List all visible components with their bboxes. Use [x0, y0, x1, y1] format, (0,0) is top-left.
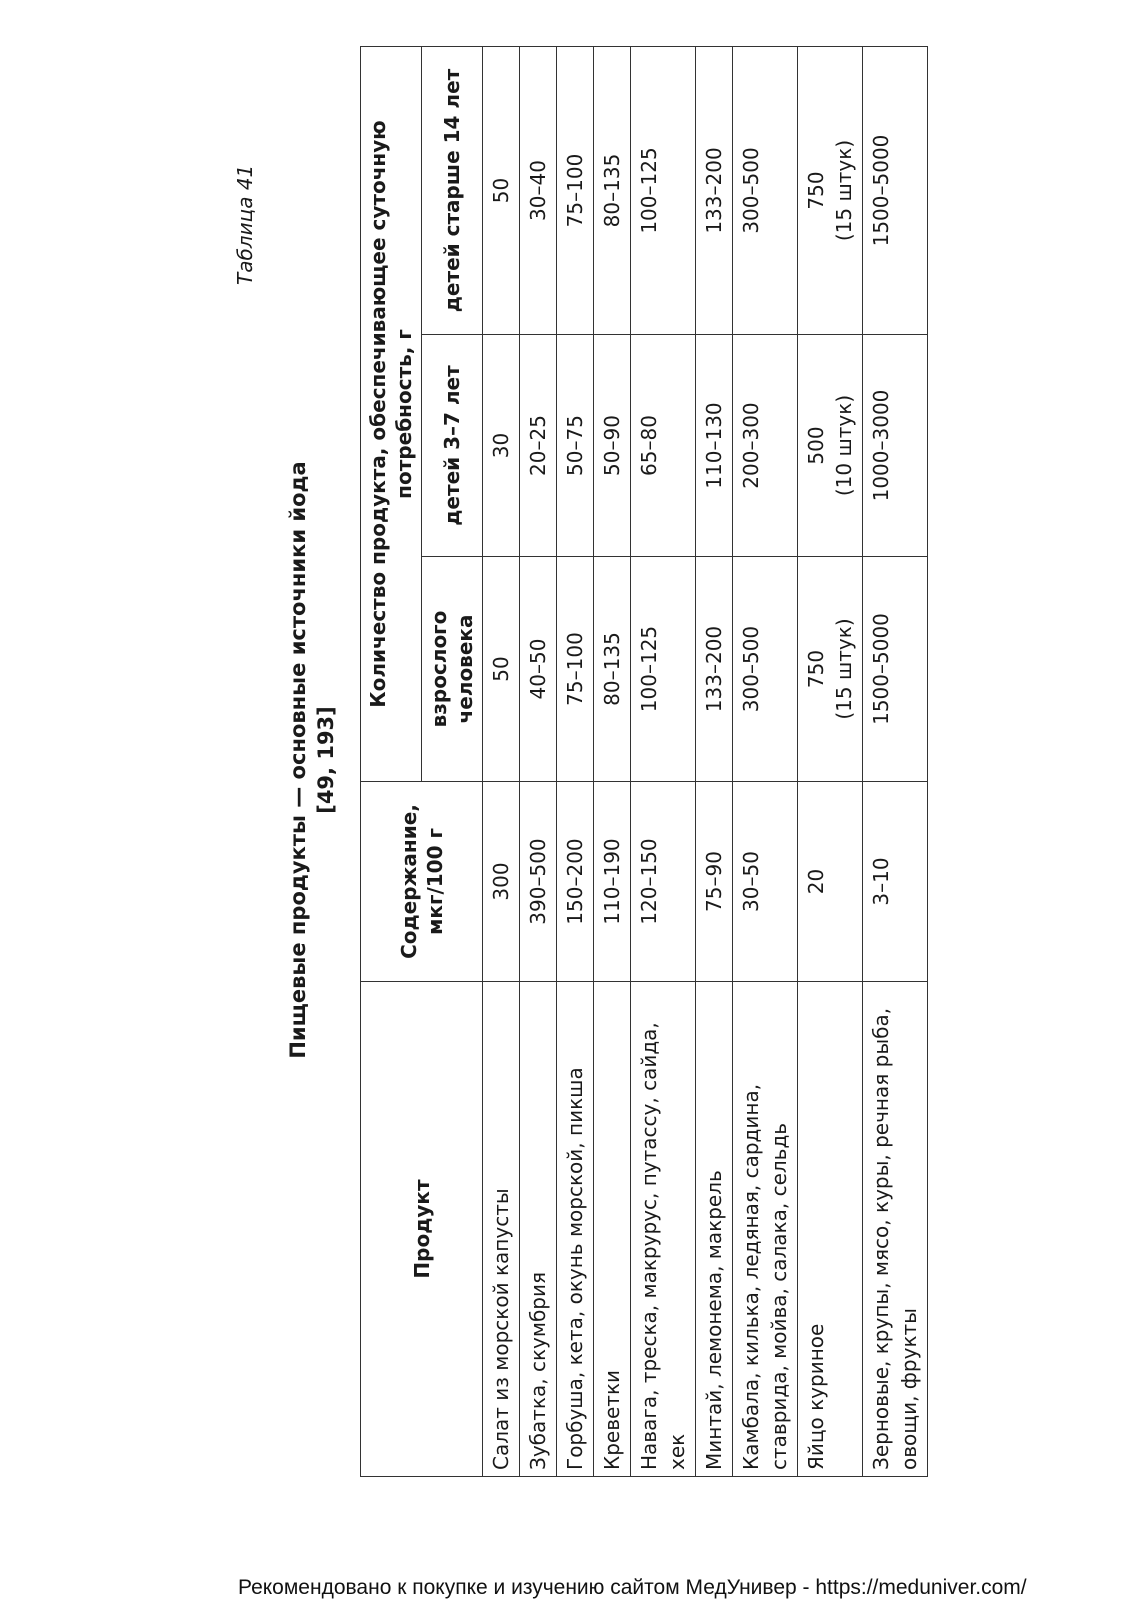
- cell-value: 75–100: [563, 632, 587, 706]
- cell-value: 200–300: [739, 402, 763, 489]
- cell-product: Зерновые, крупы, мясо, куры, речная рыба, овощи, фрукты: [863, 982, 928, 1477]
- cell-product: Горбуша, кета, окунь морской, пикша: [557, 982, 594, 1477]
- table-row: [483, 46, 520, 1476]
- cell-child-3-7: [696, 335, 733, 557]
- cell-content: 110–190: [594, 782, 631, 982]
- table-row: [631, 46, 696, 1476]
- cell-child-3-7: [631, 335, 696, 557]
- table-row: [733, 46, 798, 1476]
- cell-child-14: [798, 46, 863, 334]
- cell-child-14: [631, 46, 696, 334]
- cell-child-3-7: [863, 335, 928, 557]
- cell-value: 80–135: [600, 153, 624, 228]
- cell-content: 390–500: [520, 782, 557, 982]
- table-row: [696, 46, 733, 1476]
- cell-child-3-7: [798, 335, 863, 557]
- cell-value: 110–130: [702, 402, 726, 489]
- cell-child-3-7: [733, 335, 798, 557]
- cell-value: 750: [804, 649, 828, 689]
- cell-value-note: (15 штук): [832, 618, 856, 720]
- cell-content: 150–200: [557, 782, 594, 982]
- cell-value: 50–75: [563, 415, 587, 476]
- table-number: Таблица 41: [233, 164, 257, 285]
- cell-content: 75–90: [696, 782, 733, 982]
- header-amount: Количество продукта, обеспечивающее суточную потребность, г: [361, 46, 422, 781]
- cell-adult: [520, 557, 557, 782]
- cell-adult: [557, 557, 594, 782]
- cell-value: 1500–5000: [869, 613, 893, 725]
- cell-child-3-7: [520, 335, 557, 557]
- cell-value: 50–90: [600, 415, 624, 476]
- cell-value: 500: [804, 426, 828, 465]
- cell-content: 300: [483, 782, 520, 982]
- cell-adult: [733, 557, 798, 782]
- table-title: [284, 400, 340, 1120]
- cell-child-14: [594, 46, 631, 334]
- cell-product: Минтай, лемонема, макрель: [696, 982, 733, 1477]
- cell-product: Навага, треска, макрурус, путассу, сайда, хек: [631, 982, 696, 1477]
- cell-adult: [798, 557, 863, 782]
- cell-value: 40–50: [526, 638, 550, 700]
- cell-value: 65–80: [637, 415, 661, 476]
- cell-child-14: [520, 46, 557, 334]
- cell-value: 100–125: [637, 147, 661, 234]
- cell-value: 133–200: [702, 625, 726, 713]
- title-line-1: Пищевые продукты — основные источники йода: [286, 461, 310, 1059]
- cell-content: 120–150: [631, 782, 696, 982]
- cell-content: 3–10: [863, 782, 928, 982]
- cell-content: 30–50: [733, 782, 798, 982]
- cell-value: 1000–3000: [869, 389, 893, 502]
- cell-value: 750: [804, 171, 828, 210]
- cell-child-14: [863, 46, 928, 334]
- cell-content: 20: [798, 782, 863, 982]
- cell-child-14: [696, 46, 733, 334]
- cell-product: Яйцо куриное: [798, 982, 863, 1477]
- cell-value: 50: [489, 177, 513, 204]
- cell-child-14: [483, 46, 520, 334]
- cell-adult: [631, 557, 696, 782]
- cell-adult: [594, 557, 631, 782]
- cell-value-note: (15 штук): [832, 139, 856, 242]
- cell-value: 1500–5000: [869, 134, 893, 247]
- cell-value: 20–25: [526, 415, 550, 476]
- cell-child-3-7: [594, 335, 631, 557]
- table-row: [863, 46, 928, 1476]
- cell-value: 300–500: [739, 147, 763, 234]
- header-content: Содержание, мкг/100 г: [361, 782, 483, 982]
- cell-value-note: (10 штук): [832, 394, 856, 497]
- table-row: [594, 46, 631, 1476]
- iodine-sources-table: [360, 46, 928, 1477]
- cell-value: 30–40: [526, 160, 550, 221]
- cell-child-3-7: [483, 335, 520, 557]
- cell-child-3-7: [557, 335, 594, 557]
- header-child-14: детей старше 14 лет: [422, 46, 483, 334]
- header-adult: взрослого человека: [422, 557, 483, 782]
- table-body: [483, 46, 928, 1476]
- header-child-3-7: детей 3–7 лет: [422, 335, 483, 557]
- cell-value: 50: [489, 656, 513, 682]
- cell-product: Зубатка, скумбрия: [520, 982, 557, 1477]
- table-row: [557, 46, 594, 1476]
- cell-value: 100–125: [637, 625, 661, 713]
- cell-product: Камбала, килька, ледяная, сардина, ставрида, мойва, салака, сельдь: [733, 982, 798, 1477]
- cell-adult: [863, 557, 928, 782]
- table-row: [520, 46, 557, 1476]
- cell-product: Креветки: [594, 982, 631, 1477]
- cell-product: Салат из морской капусты: [483, 982, 520, 1477]
- cell-adult: [483, 557, 520, 782]
- cell-child-14: [557, 46, 594, 334]
- cell-value: 30: [489, 432, 513, 459]
- header-product: Продукт: [361, 982, 483, 1477]
- footer-recommendation: Рекомендовано к покупке и изучению сайтом МедУнивер - https://meduniver.com/: [238, 1576, 1027, 1599]
- cell-child-14: [733, 46, 798, 334]
- title-line-2: [49, 193]: [314, 706, 338, 814]
- cell-adult: [696, 557, 733, 782]
- cell-value: 80–135: [600, 632, 624, 706]
- table-row: [798, 46, 863, 1476]
- cell-value: 75–100: [563, 153, 587, 228]
- cell-value: 133–200: [702, 147, 726, 234]
- cell-value: 300–500: [739, 625, 763, 713]
